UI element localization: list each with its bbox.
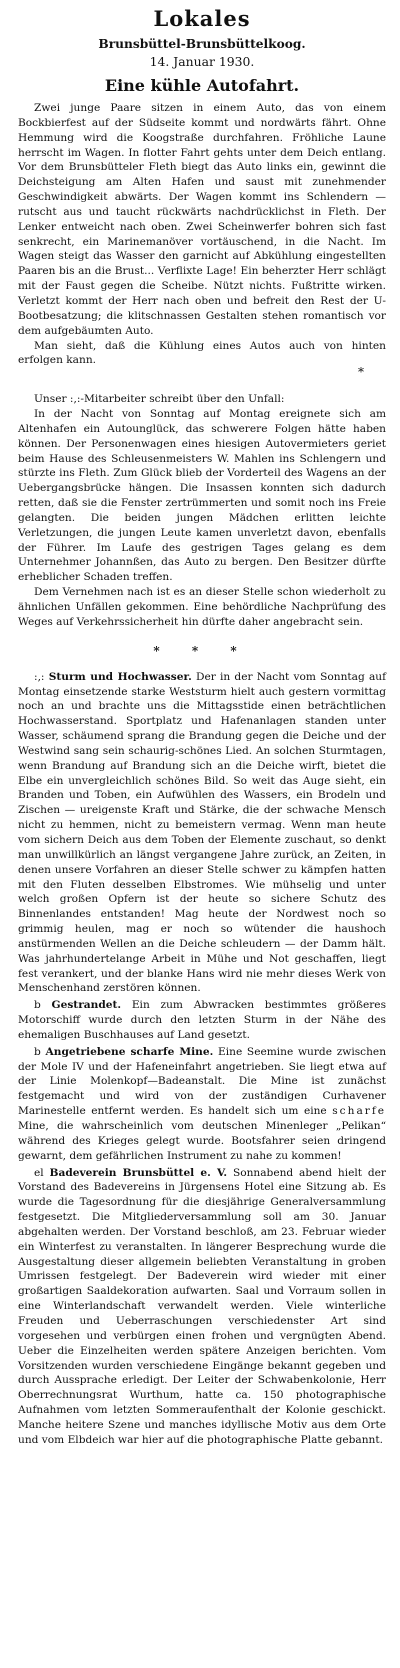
issue-date: 14. Januar 1930. xyxy=(149,54,255,69)
mine-spaced-word: scharfe xyxy=(332,1105,387,1118)
dateline: Brunsbüttel-Brunsbüttelkoog. xyxy=(98,37,306,51)
mine-text-2: Mine, die wahrscheinlich vom deutschen Minenleger „Pelikan“ während des Krieges gelegt wurde. Bootsfahrer seien dringend gewarnt, dem gefährlichen Instrument zu nahe zu kommen! xyxy=(18,1120,386,1162)
report-lead: Unser :,:-Mitarbeiter schreibt über den Unfall: xyxy=(34,393,285,406)
news-stranded xyxy=(18,998,386,1043)
article-storm-flood xyxy=(18,670,386,997)
article-cool-car-ride xyxy=(18,76,386,378)
mine-paragraph xyxy=(18,1045,386,1164)
news-mine xyxy=(18,1045,386,1164)
article-headline: Eine kühle Autofahrt. xyxy=(104,76,300,95)
mine-title: Angetriebene scharfe Mine. xyxy=(45,1045,214,1058)
stranded-title: Gestrandet. xyxy=(51,999,122,1012)
report-paragraph-2: Dem Vernehmen nach ist es an dieser Stelle schon wiederholt zu ähnlichen Unfällen gekommen. Eine behördliche Nachprüfung des Weges auf Verkehrssicherheit hin dürfte daher angebracht sein. xyxy=(18,586,386,628)
correspondent-mark: el xyxy=(34,1166,44,1179)
article-closing: Man sieht, daß die Kühlung eines Autos auch von hinten erfolgen kann. xyxy=(18,339,386,367)
bath-club-text: Sonnabend abend hielt der Vorstand des Badevereins in Jürgensens Hotel eine Sitzung ab. Es wurde die Tagesordnung für die diesjährige Generalversammlung festgesetzt. Die Mitgliederversammlung soll am 30. Januar abgehalten werden. Der Vorstand beschloß, am 23. Februar wieder ein Winterfest zu veranstalten. In längerer Besprechung wurde die Ausgestaltung dieser allgemein beliebten Veranstaltung in groben Umrissen festgelegt. Der Badeverein wird wieder mit einer großartigen Saaldekoration aufwarten. Saal und Vorraum sollen in eine Winterlandschaft verwandelt werden. Viele winterliche Freuden und Ueberraschungen verschiedenster Art sind vorgesehen und verbürgen einen frohen und vergnügten Abend. Ueber die Einzelheiten werden spätere Anzeigen berichten. Vom Vorsitzenden wurden verschiedene Eingänge bekannt gegeben und durch Aussprache erledigt. Der Leiter der Schwabenkolonie, Herr Oberrechnungsrat Wurthum, hatte ca. 150 photographische Aufnahmen vom letzten Sommeraufenthalt der Kolonie geschickt. Manche heitere Szene und manches idyllische Motiv aus dem Orte und vom Elbdeich war hier auf die photographische Platte gebannt. xyxy=(18,1166,386,1446)
correspondent-mark: b xyxy=(34,999,41,1012)
section-masthead: Lokales xyxy=(153,6,251,31)
article-body: Zwei junge Paare sitzen in einem Auto, das von einem Bockbierfest auf der Südseite kommt und nordwärts fährt. Ohne Hemmung wird die Koogstraße durchfahren. Fröhliche Laune herrscht im Wagen. In flotter Fahrt gehts unter dem Deich entlang. Vor dem Brunsbütteler Fleth biegt das Auto links ein, gewinnt die Deichsteigung am Alten Hafen und saust mit zunehmender Geschwindigkeit abwärts. Der Wagen kommt ins Schlendern — rutscht aus und taucht rückwärts nachdrücklichst in Fleth. Der Lenker entweicht nach oben. Zwei Scheinwerfer bohren sich fast senkrecht, ein Marinemanöver vortäuschend, in die Nacht. Im Wagen steigt das Wasser den garnicht auf Abkühlung eingestellten Paaren bis an die Brust... Verflixte Lage! Ein beherzter Herr schlägt mit der Faust gegen die Scheibe. Nützt nichts. Fußtritte wirken. Verletzt kommt der Herr nach oben und befreit den Rest der U-Bootbesatzung; die klitschnassen Gestalten stehen romantisch vor dem aufgebäumten Auto. xyxy=(18,102,386,337)
storm-title: Sturm und Hochwasser. xyxy=(48,670,192,683)
storm-paragraph xyxy=(18,670,386,997)
bath-club-title: Badeverein Brunsbüttel e. V. xyxy=(49,1166,228,1179)
report-paragraph-1: In der Nacht von Sonntag auf Montag ereignete sich am Altenhafen ein Autounglück, das schwerere Folgen hätte haben können. Der Personenwagen eines hiesigen Autovermieters geriet beim Hause des Schleusenmeisters W. Mahlen ins Schlengern und stürzte ins Fleth. Zum Glück blieb der Vorderteil des Wagens an der Uebergangsbrücke hängen. Die Insassen konnten sich dadurch retten, daß sie die Fenster zertrümmerten und somit noch ins Freie gelangten. Die beiden jungen Mädchen erlitten leichte Verletzungen, die jungen Leute kamen unverletzt davon, ebenfalls der Führer. Im Laufe des gestrigen Tages gelang es dem Unternehmer Johannßen, das Auto zu bergen. Den Besitzer dürfte erheblicher Schaden treffen. xyxy=(18,408,386,584)
stranded-text: Ein zum Abwracken bestimmtes größeres Motorschiff wurde durch den letzten Sturm in der Nähe des ehemaligen Buschhauses auf Land gesetzt. xyxy=(18,999,387,1041)
mine-text: Eine Seemine wurde zwischen der Mole IV und der Hafeneinfahrt angetrieben. Sie liegt etwa auf der Linie Molenkopf—Badeanstalt. Die Mine ist zunächst festgemacht und wird von der zuständigen Curhavener Marinestelle entfernt werden. Es handelt sich um eine xyxy=(18,1045,387,1118)
end-asterisk: * xyxy=(358,365,364,380)
correspondent-mark: b xyxy=(34,1045,41,1058)
bath-club-paragraph xyxy=(18,1166,386,1448)
news-bath-club xyxy=(18,1166,386,1448)
article-accident-report xyxy=(18,392,386,630)
stranded-paragraph xyxy=(18,998,386,1043)
correspondent-mark: :,: xyxy=(34,670,45,683)
storm-text: Der in der Nacht vom Sonntag auf Montag einsetzende starke Weststurm hielt auch gestern vormittag noch an und brachte uns die Mittagsstide einen beträchtlichen Hochwasserstand. Sportplatz und Hafenanlagen standen unter Wasser, schäumend sprang die Brandung gegen die Deiche und der Westwind sang sein schaurig-schönes Lied. An solchen Sturmtagen, wenn Brandung auf Brandung sich an die Deiche wirft, bietet die Elbe ein unvergleichlich schönes Bild. So weit das Auge sieht, ein Branden und Toben, ein Aufwühlen des Wassers, ein Brodeln und Zischen — ureigenste Kraft und Stärke, die der schwache Mensch nicht zu hemmen, nicht zu bemeistern vermag. Wenn man heute vom sichern Deich aus dem Toben der Elemente zuschaut, so denkt man unwillkürlich an längst vergangene Jahre zurück, an Zeiten, in denen unsere Vorfahren an dieser Stelle schwer zu kämpfen hatten mit den Fluten desselben Elbstromes. Wie mühselig und unter welch großen Opfern ist der heute so sichere Schutz des Binnenlandes entstanden! Mag heute der Nordwest noch so grimmig heulen, mag er noch so wütender die haushoch anstürmenden Wellen an die Deiche schleudern — der Damm hält. Was jahrhundertelange Arbeit in Mühe und Not geschaffen, liegt fest verankert, und der blanke Hans wird nie mehr dieses Werk von Menschenhand zerstören können. xyxy=(18,670,387,995)
section-separator: * * * xyxy=(153,643,251,658)
